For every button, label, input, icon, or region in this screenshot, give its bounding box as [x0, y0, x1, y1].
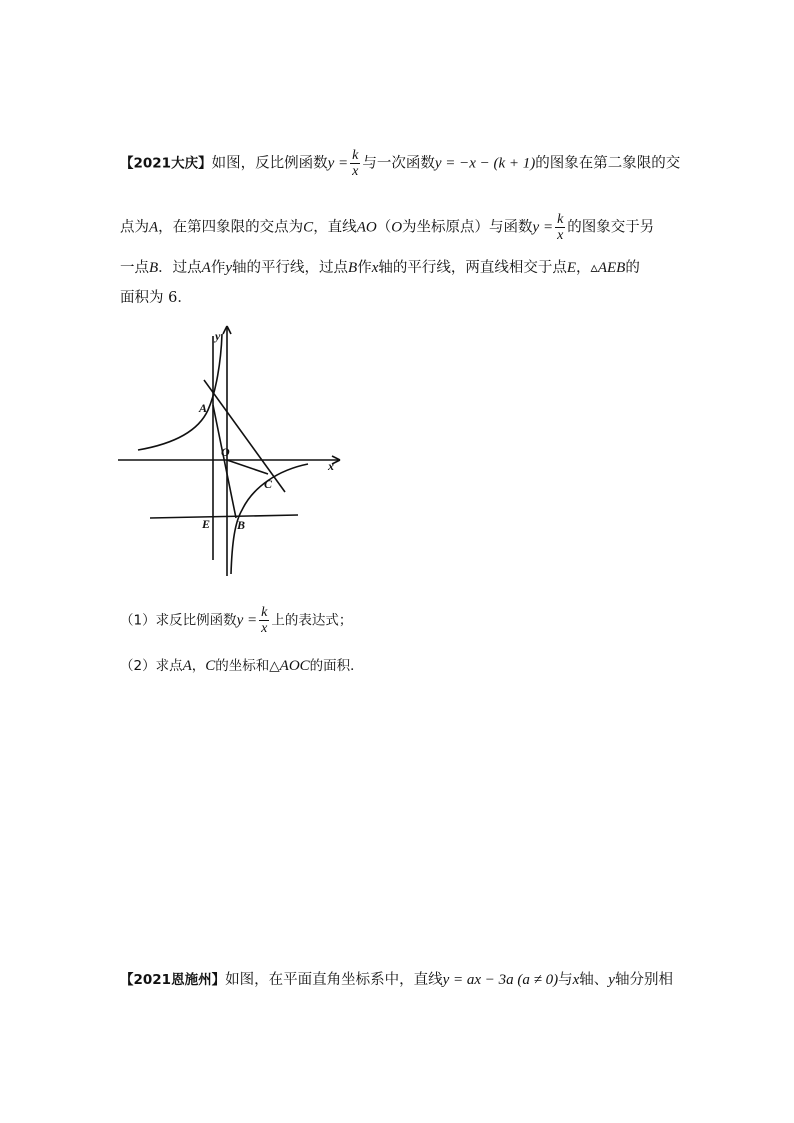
text: （ [376, 219, 392, 236]
fraction-denominator: x [261, 621, 268, 636]
text: 作 [210, 260, 226, 276]
question-2 [120, 656, 364, 676]
problem2-tag: 【2021恩施州】 [120, 972, 226, 988]
fraction-numerator: k [557, 212, 564, 227]
hyperbola-branch-q2 [138, 334, 222, 450]
point-C: C [205, 658, 216, 674]
point-B: B [348, 260, 358, 276]
fraction-numerator: k [261, 605, 268, 620]
point-B: B [149, 260, 159, 276]
label-B: B [237, 518, 246, 532]
line-AC [204, 380, 285, 492]
axis-x: x [572, 972, 580, 988]
fraction-denominator: x [557, 228, 564, 243]
label-E: E [202, 517, 211, 531]
point-E: E [566, 260, 577, 276]
text: ，在第四象限的交点为 [158, 219, 304, 236]
axis-x: x [371, 260, 379, 276]
point-A: A [182, 658, 192, 674]
text: 如图，在平面直角坐标系中，直线 [225, 972, 443, 988]
math-linear-eq: y = −x − (k + 1) [434, 155, 536, 172]
problem1-line4 [120, 288, 192, 308]
math-y-eq: y = [532, 219, 554, 236]
axis-y: y [225, 260, 233, 276]
problem1-line3 [120, 258, 640, 278]
point-A: A [149, 219, 159, 236]
text: 一点 [120, 260, 149, 276]
text: 作 [357, 260, 372, 276]
text: ，直线 [313, 219, 357, 236]
text: 为坐标原点）与函数 [402, 219, 533, 236]
text: 与一次函数 [362, 155, 435, 172]
point-C: C [303, 219, 314, 236]
label-x: x [328, 459, 334, 473]
text: 的图象交于另 [567, 219, 655, 236]
segment-OC [227, 460, 268, 474]
text: 的坐标和△ [215, 658, 280, 674]
math-line-eq: y = ax − 3a (a ≠ 0) [442, 972, 559, 988]
label-O: O [221, 445, 230, 459]
text: ．过点 [158, 260, 202, 276]
text: 面积为 6． [120, 290, 192, 306]
fraction-k-over-x [259, 605, 269, 636]
axis-y: y [608, 972, 615, 988]
text: 的面积． [309, 658, 364, 674]
text: 轴分别相 [614, 972, 673, 988]
point-A: A [201, 260, 211, 276]
line-through-B-parallel-x [150, 515, 298, 518]
text: 与 [558, 972, 573, 988]
problem1-line1 [120, 148, 680, 179]
point-O: O [391, 219, 403, 236]
text: 轴的平行线，过点 [232, 260, 349, 276]
text: ，▵ [576, 260, 598, 276]
segment-AO: AO [356, 219, 377, 236]
triangle-AEB: AEB [597, 260, 626, 276]
math-y-eq: y = [236, 612, 258, 629]
text: ， [191, 658, 206, 674]
fraction-denominator: x [352, 164, 359, 179]
fraction-numerator: k [352, 148, 359, 163]
coordinate-figure [118, 322, 348, 582]
text: （2）求点 [120, 658, 183, 674]
text: 点为 [120, 219, 149, 236]
fraction-k-over-x [350, 148, 360, 179]
math-y-eq: y = [327, 155, 349, 172]
text: 轴的平行线，两直线相交于点 [378, 260, 567, 276]
fraction-k-over-x [555, 212, 565, 243]
label-A: A [199, 401, 208, 415]
triangle-AOC: AOC [279, 658, 310, 674]
text: 轴、 [579, 972, 609, 988]
text: 上的表达式； [271, 612, 353, 629]
text: 的 [625, 260, 640, 276]
text: （1）求反比例函数 [120, 612, 237, 629]
problem2-line1 [120, 970, 673, 990]
problem1-line2 [120, 212, 654, 243]
problem1-tag: 【2021大庆】 [120, 155, 212, 172]
label-C: C [264, 477, 273, 491]
label-y: y [215, 329, 221, 343]
question-1 [120, 605, 352, 636]
text: 的图象在第二象限的交 [535, 155, 681, 172]
text: 如图，反比例函数 [211, 155, 328, 172]
